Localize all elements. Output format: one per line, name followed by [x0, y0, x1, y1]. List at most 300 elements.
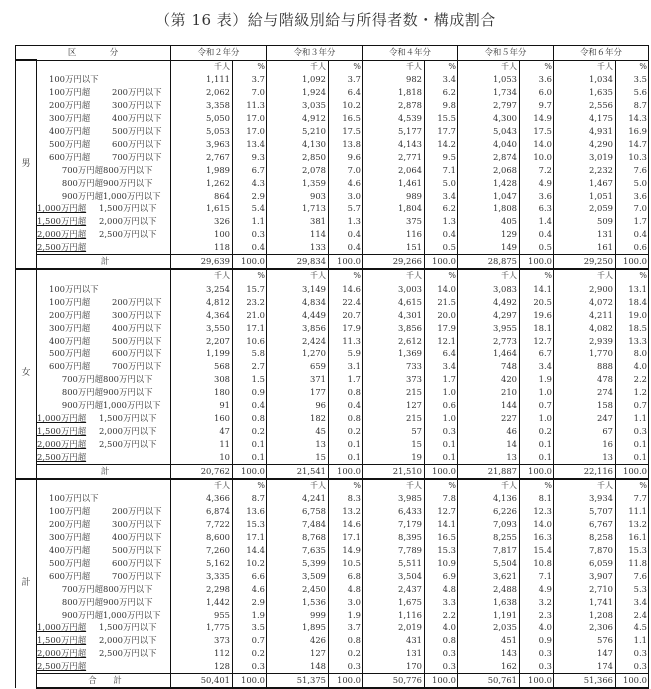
table-row — [16, 634, 649, 647]
bracket-high: 900万円以下 — [103, 177, 153, 188]
bracket-low: 1,000万円超 — [37, 412, 87, 423]
count-cell: 57 — [363, 425, 425, 438]
bracket-label — [37, 86, 171, 99]
bracket-low: 500万円超 — [49, 348, 91, 359]
count-cell: 128 — [171, 660, 233, 673]
table-row — [16, 202, 649, 215]
count-cell: 4,364 — [171, 309, 233, 322]
pct-cell: 0.2 — [233, 425, 267, 438]
unit-pct: % — [616, 479, 649, 493]
count-cell: 46 — [458, 425, 520, 438]
pct-cell: 4.6 — [233, 583, 267, 596]
pct-cell: 10.2 — [329, 99, 363, 112]
count-cell: 1,536 — [267, 596, 329, 609]
pct-cell: 0.3 — [520, 660, 554, 673]
pct-cell: 13.1 — [616, 283, 649, 296]
bracket-low: 600万円超 — [49, 570, 91, 581]
year-header: 令和３年分 — [267, 46, 363, 61]
count-cell: 19 — [363, 451, 425, 464]
bracket-label — [37, 360, 171, 373]
pct-cell: 4.9 — [520, 177, 554, 190]
pct-cell: 3.4 — [425, 73, 458, 86]
count-cell: 1,034 — [554, 73, 616, 86]
pct-cell: 6.8 — [329, 570, 363, 583]
total-label: 計 — [37, 255, 171, 269]
pct-cell: 12.3 — [520, 505, 554, 518]
pct-cell: 15.5 — [425, 112, 458, 125]
count-cell: 16 — [554, 438, 616, 451]
pct-cell: 0.1 — [233, 438, 267, 451]
pct-cell: 3.5 — [616, 73, 649, 86]
pct-cell: 0.3 — [616, 647, 649, 660]
pct-cell: 3.3 — [425, 596, 458, 609]
pct-cell: 13.6 — [233, 505, 267, 518]
count-cell: 4,072 — [554, 296, 616, 309]
pct-cell: 15.3 — [616, 544, 649, 557]
unit-count: 千人 — [363, 269, 425, 283]
count-cell: 4,143 — [363, 138, 425, 151]
count-cell: 748 — [458, 360, 520, 373]
pct-cell: 22.4 — [329, 296, 363, 309]
pct-cell: 9.6 — [329, 151, 363, 164]
unit-pct: % — [233, 479, 267, 493]
bracket-high: 1,500万円以下 — [99, 412, 157, 423]
count-cell: 131 — [363, 647, 425, 660]
count-cell: 1,461 — [363, 177, 425, 190]
pct-cell: 19.0 — [616, 309, 649, 322]
pct-cell: 14.6 — [329, 283, 363, 296]
bracket-label — [37, 151, 171, 164]
table-row — [16, 241, 649, 254]
pct-cell: 14.0 — [520, 518, 554, 531]
pct-cell: 0.9 — [233, 386, 267, 399]
count-cell: 7,870 — [554, 544, 616, 557]
table-row — [16, 99, 649, 112]
count-cell: 3,621 — [458, 570, 520, 583]
pct-cell: 13.4 — [233, 138, 267, 151]
count-cell: 4,615 — [363, 296, 425, 309]
pct-cell: 0.7 — [520, 399, 554, 412]
count-cell: 381 — [267, 215, 329, 228]
count-cell: 373 — [363, 373, 425, 386]
unit-pct: % — [329, 269, 363, 283]
count-cell: 5,053 — [171, 125, 233, 138]
total-pct: 100.0 — [616, 464, 649, 478]
count-cell: 576 — [554, 634, 616, 647]
pct-cell: 17.0 — [233, 112, 267, 125]
pct-cell: 16.1 — [616, 531, 649, 544]
bracket-low: 100万円以下 — [49, 74, 99, 85]
unit-count: 千人 — [554, 479, 616, 493]
count-cell: 1,111 — [171, 73, 233, 86]
pct-cell: 10.8 — [520, 557, 554, 570]
count-cell: 5,399 — [267, 557, 329, 570]
pct-cell: 1.2 — [616, 386, 649, 399]
pct-cell: 4.8 — [425, 583, 458, 596]
pct-cell: 3.4 — [616, 596, 649, 609]
bracket-high: 900万円以下 — [103, 596, 153, 607]
count-cell: 955 — [171, 609, 233, 622]
count-cell: 158 — [554, 399, 616, 412]
bracket-label — [37, 531, 171, 544]
pct-cell: 9.5 — [425, 151, 458, 164]
bracket-high: 1,500万円以下 — [99, 203, 157, 214]
count-cell: 67 — [554, 425, 616, 438]
bracket-high: 1,000万円以下 — [103, 400, 161, 411]
count-cell: 4,931 — [554, 125, 616, 138]
bracket-label — [37, 125, 171, 138]
count-cell: 4,300 — [458, 112, 520, 125]
pct-cell: 23.2 — [233, 296, 267, 309]
count-cell: 4,290 — [554, 138, 616, 151]
bracket-low: 600万円超 — [49, 151, 91, 162]
unit-count: 千人 — [171, 60, 233, 73]
pct-cell: 2.4 — [616, 609, 649, 622]
count-cell: 143 — [458, 647, 520, 660]
count-cell: 903 — [267, 190, 329, 203]
count-cell: 131 — [554, 228, 616, 241]
table-row — [16, 360, 649, 373]
bracket-low: 2,000万円超 — [37, 229, 87, 240]
group-label: 女 — [16, 269, 37, 479]
pct-cell: 7.7 — [616, 492, 649, 505]
count-cell: 6,767 — [554, 518, 616, 531]
count-cell: 2,773 — [458, 335, 520, 348]
bracket-label — [37, 164, 171, 177]
bracket-low: 2,500万円超 — [37, 661, 87, 672]
count-cell: 10 — [171, 451, 233, 464]
count-cell: 326 — [171, 215, 233, 228]
pct-cell: 0.3 — [616, 660, 649, 673]
pct-cell: 14.0 — [425, 283, 458, 296]
pct-cell: 5.9 — [329, 347, 363, 360]
pct-cell: 1.1 — [616, 412, 649, 425]
bracket-label — [37, 451, 171, 464]
count-cell: 7,635 — [267, 544, 329, 557]
bracket-high: 500万円以下 — [112, 545, 162, 556]
bracket-high: 600万円以下 — [112, 557, 162, 568]
bracket-label — [37, 647, 171, 660]
bracket-low: 700万円超 — [61, 583, 103, 594]
count-cell: 96 — [267, 399, 329, 412]
count-cell: 4,834 — [267, 296, 329, 309]
bracket-high: 400万円以下 — [112, 532, 162, 543]
count-cell: 2,306 — [554, 621, 616, 634]
table-row — [16, 531, 649, 544]
bracket-low: 1,500万円超 — [37, 635, 87, 646]
count-cell: 3,856 — [363, 322, 425, 335]
count-cell: 1,775 — [171, 621, 233, 634]
count-cell: 118 — [171, 241, 233, 254]
pct-cell: 3.6 — [520, 73, 554, 86]
bracket-low: 1,000万円超 — [37, 622, 87, 633]
pct-cell: 3.7 — [329, 73, 363, 86]
pct-cell: 2.2 — [425, 609, 458, 622]
count-cell: 7,789 — [363, 544, 425, 557]
pct-cell: 6.7 — [520, 347, 554, 360]
salary-distribution-table — [15, 45, 649, 689]
bracket-low: 200万円超 — [49, 519, 91, 530]
pct-cell: 5.7 — [329, 202, 363, 215]
bracket-low: 300万円超 — [49, 322, 91, 333]
count-cell: 8,768 — [267, 531, 329, 544]
bracket-high: 2,000万円以下 — [99, 216, 157, 227]
bracket-low: 500万円超 — [49, 557, 91, 568]
pct-cell: 1.3 — [425, 215, 458, 228]
pct-cell: 0.2 — [329, 647, 363, 660]
count-cell: 2,556 — [554, 99, 616, 112]
bracket-high: 2,500万円以下 — [99, 648, 157, 659]
bracket-label — [37, 322, 171, 335]
pct-cell: 7.1 — [425, 164, 458, 177]
pct-cell: 3.4 — [425, 360, 458, 373]
pct-cell: 11.3 — [233, 99, 267, 112]
unit-count: 千人 — [171, 269, 233, 283]
pct-cell: 14.0 — [520, 138, 554, 151]
count-cell: 1,092 — [267, 73, 329, 86]
pct-cell: 5.3 — [616, 583, 649, 596]
pct-cell: 21.0 — [233, 309, 267, 322]
pct-cell: 0.4 — [233, 399, 267, 412]
pct-cell: 15.4 — [520, 544, 554, 557]
count-cell: 180 — [171, 386, 233, 399]
bracket-label — [37, 335, 171, 348]
count-cell: 274 — [554, 386, 616, 399]
pct-cell: 10.0 — [520, 151, 554, 164]
pct-cell: 12.1 — [425, 335, 458, 348]
table-row — [16, 373, 649, 386]
count-cell: 4,297 — [458, 309, 520, 322]
count-cell: 989 — [363, 190, 425, 203]
pct-cell: 6.2 — [425, 202, 458, 215]
pct-cell: 0.6 — [425, 399, 458, 412]
count-cell: 227 — [458, 412, 520, 425]
count-cell: 151 — [363, 241, 425, 254]
count-cell: 116 — [363, 228, 425, 241]
pct-cell: 4.9 — [520, 583, 554, 596]
count-cell: 3,149 — [267, 283, 329, 296]
unit-pct: % — [329, 479, 363, 493]
bracket-low: 2,500万円超 — [37, 242, 87, 253]
pct-cell: 1.0 — [520, 412, 554, 425]
table-row — [16, 190, 649, 203]
year-header: 令和２年分 — [171, 46, 267, 61]
bracket-high: 2,500万円以下 — [99, 438, 157, 449]
bracket-low: 300万円超 — [49, 532, 91, 543]
count-cell: 114 — [267, 228, 329, 241]
blank-cell — [37, 479, 171, 493]
count-cell: 4,539 — [363, 112, 425, 125]
bracket-label — [37, 99, 171, 112]
pct-cell: 15.7 — [233, 283, 267, 296]
table-row — [16, 296, 649, 309]
pct-cell: 0.8 — [329, 386, 363, 399]
table-row — [16, 647, 649, 660]
bracket-label — [37, 399, 171, 412]
bracket-label — [37, 518, 171, 531]
count-cell: 4,301 — [363, 309, 425, 322]
count-cell: 420 — [458, 373, 520, 386]
pct-cell: 16.5 — [425, 531, 458, 544]
bracket-high: 200万円以下 — [112, 87, 162, 98]
pct-cell: 2.7 — [233, 360, 267, 373]
unit-count: 千人 — [363, 60, 425, 73]
pct-cell: 1.4 — [520, 215, 554, 228]
pct-cell: 8.1 — [520, 492, 554, 505]
pct-cell: 10.2 — [233, 557, 267, 570]
pct-cell: 13.2 — [616, 518, 649, 531]
count-cell: 426 — [267, 634, 329, 647]
bracket-label — [37, 177, 171, 190]
bracket-low: 100万円超 — [49, 506, 91, 517]
bracket-high: 700万円以下 — [112, 570, 162, 581]
total-pct: 100.0 — [329, 464, 363, 478]
count-cell: 1,442 — [171, 596, 233, 609]
total-pct: 100.0 — [425, 255, 458, 269]
pct-cell: 3.7 — [233, 73, 267, 86]
pct-cell: 2.2 — [616, 373, 649, 386]
total-pct: 100.0 — [520, 255, 554, 269]
count-cell: 174 — [554, 660, 616, 673]
pct-cell: 8.0 — [616, 347, 649, 360]
bracket-label — [37, 570, 171, 583]
count-cell: 2,874 — [458, 151, 520, 164]
count-cell: 1,808 — [458, 202, 520, 215]
unit-count: 千人 — [171, 479, 233, 493]
count-cell: 1,464 — [458, 347, 520, 360]
pct-cell: 0.1 — [520, 451, 554, 464]
bracket-high: 1,500万円以下 — [99, 622, 157, 633]
pct-cell: 21.5 — [425, 296, 458, 309]
count-cell: 7,722 — [171, 518, 233, 531]
count-cell: 4,241 — [267, 492, 329, 505]
pct-cell: 6.3 — [520, 202, 554, 215]
count-cell: 2,797 — [458, 99, 520, 112]
pct-cell: 0.8 — [233, 412, 267, 425]
pct-cell: 5.0 — [616, 177, 649, 190]
bracket-label — [37, 283, 171, 296]
count-cell: 5,210 — [267, 125, 329, 138]
pct-cell: 3.7 — [329, 621, 363, 634]
pct-cell: 0.4 — [329, 228, 363, 241]
count-cell: 1,734 — [458, 86, 520, 99]
pct-cell: 4.0 — [616, 360, 649, 373]
bracket-high: 800万円以下 — [103, 164, 153, 175]
pct-cell: 1.9 — [233, 609, 267, 622]
table-row — [16, 347, 649, 360]
count-cell: 6,874 — [171, 505, 233, 518]
pct-cell: 11.8 — [616, 557, 649, 570]
pct-cell: 0.7 — [233, 634, 267, 647]
count-cell: 3,856 — [267, 322, 329, 335]
blank-cell — [37, 269, 171, 283]
bracket-low: 600万円超 — [49, 361, 91, 372]
table-row — [16, 283, 649, 296]
pct-cell: 1.9 — [520, 373, 554, 386]
pct-cell: 0.1 — [329, 451, 363, 464]
pct-cell: 10.9 — [425, 557, 458, 570]
count-cell: 3,985 — [363, 492, 425, 505]
count-cell: 1,369 — [363, 347, 425, 360]
count-cell: 7,179 — [363, 518, 425, 531]
pct-cell: 13.2 — [329, 505, 363, 518]
pct-cell: 0.5 — [520, 241, 554, 254]
pct-cell: 7.8 — [425, 492, 458, 505]
pct-cell: 9.8 — [425, 99, 458, 112]
bracket-low: 200万円超 — [49, 309, 91, 320]
total-pct: 100.0 — [425, 464, 458, 478]
pct-cell: 0.3 — [425, 660, 458, 673]
table-row — [16, 215, 649, 228]
count-cell: 91 — [171, 399, 233, 412]
pct-cell: 11.1 — [616, 505, 649, 518]
total-pct: 100.0 — [520, 464, 554, 478]
count-cell: 3,335 — [171, 570, 233, 583]
count-cell: 3,003 — [363, 283, 425, 296]
bracket-low: 400万円超 — [49, 126, 91, 137]
bracket-low: 800万円超 — [61, 596, 103, 607]
pct-cell: 10.5 — [329, 557, 363, 570]
bracket-high: 700万円以下 — [112, 361, 162, 372]
count-cell: 15 — [363, 438, 425, 451]
pct-cell: 9.3 — [233, 151, 267, 164]
count-cell: 6,059 — [554, 557, 616, 570]
bracket-high: 500万円以下 — [112, 335, 162, 346]
pct-cell: 8.7 — [616, 99, 649, 112]
pct-cell: 0.3 — [425, 647, 458, 660]
bracket-label — [37, 347, 171, 360]
pct-cell: 9.7 — [520, 99, 554, 112]
count-cell: 11 — [171, 438, 233, 451]
total-count: 29,834 — [267, 255, 329, 269]
pct-cell: 0.3 — [616, 425, 649, 438]
count-cell: 308 — [171, 373, 233, 386]
count-cell: 215 — [363, 386, 425, 399]
unit-pct: % — [616, 60, 649, 73]
unit-pct: % — [520, 269, 554, 283]
group-label: 男 — [16, 60, 37, 269]
count-cell: 5,707 — [554, 505, 616, 518]
pct-cell: 0.1 — [616, 438, 649, 451]
bracket-low: 300万円超 — [49, 113, 91, 124]
total-pct: 100.0 — [329, 674, 363, 688]
count-cell: 478 — [554, 373, 616, 386]
bracket-label — [37, 112, 171, 125]
pct-cell: 1.0 — [520, 386, 554, 399]
count-cell: 13 — [267, 438, 329, 451]
total-count: 51,375 — [267, 674, 329, 688]
header-row — [16, 46, 649, 61]
count-cell: 4,130 — [267, 138, 329, 151]
count-cell: 2,068 — [458, 164, 520, 177]
count-cell: 2,771 — [363, 151, 425, 164]
pct-cell: 0.1 — [616, 451, 649, 464]
bracket-low: 400万円超 — [49, 335, 91, 346]
count-cell: 133 — [267, 241, 329, 254]
bracket-high: 900万円以下 — [103, 387, 153, 398]
count-cell: 160 — [171, 412, 233, 425]
count-cell: 568 — [171, 360, 233, 373]
bracket-label — [37, 438, 171, 451]
count-cell: 1,208 — [554, 609, 616, 622]
table-row — [16, 177, 649, 190]
count-cell: 14 — [458, 438, 520, 451]
unit-pct: % — [520, 479, 554, 493]
pct-cell: 0.2 — [520, 425, 554, 438]
pct-cell: 14.2 — [425, 138, 458, 151]
pct-cell: 0.3 — [520, 647, 554, 660]
count-cell: 6,758 — [267, 505, 329, 518]
